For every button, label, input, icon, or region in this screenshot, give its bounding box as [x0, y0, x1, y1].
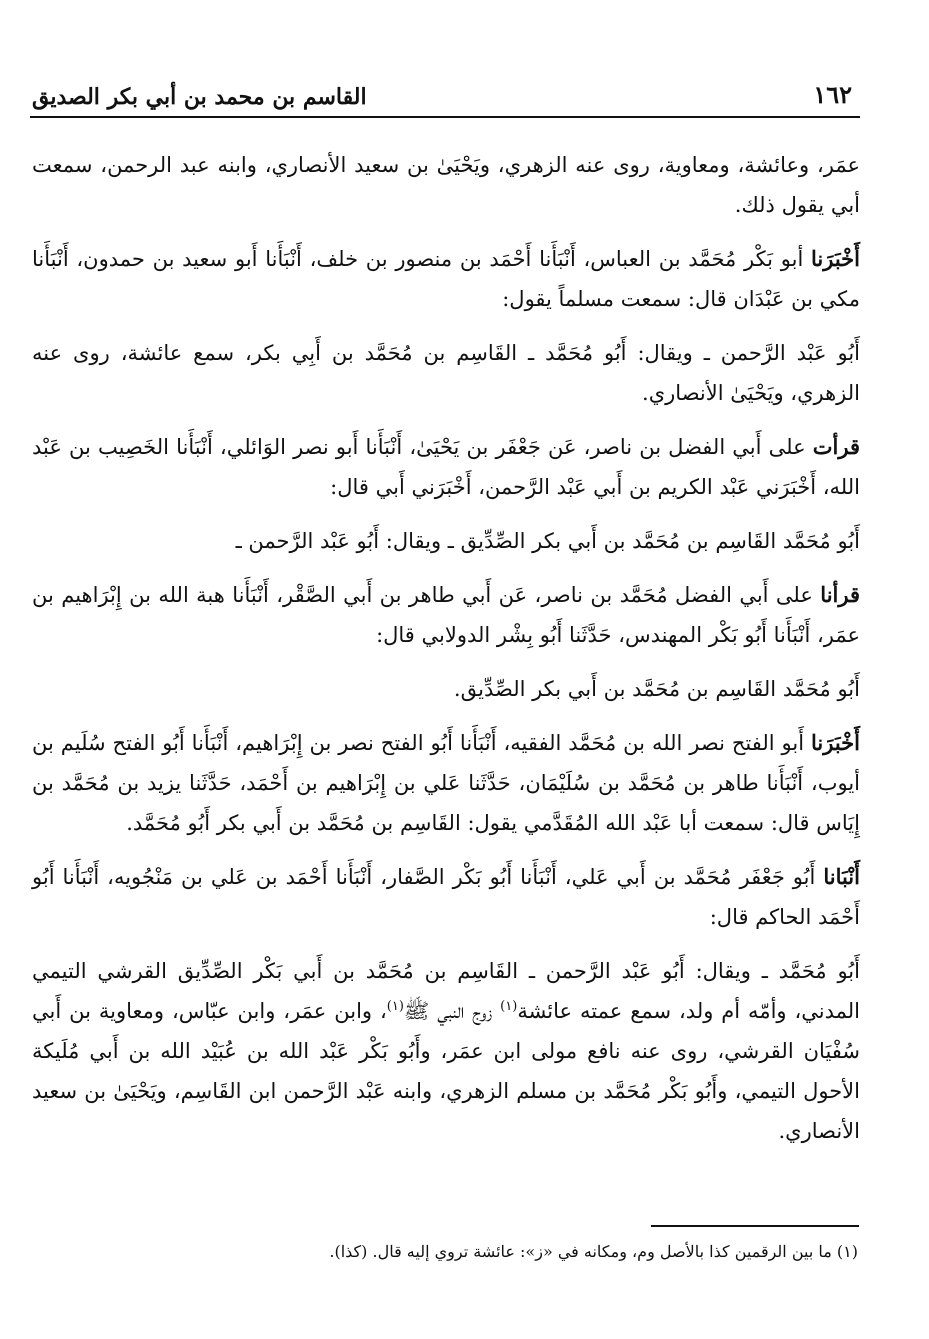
paragraph-lead: أَخْبَرَنا — [811, 246, 860, 271]
paragraph — [32, 239, 860, 319]
page-header — [30, 80, 860, 118]
paragraph — [32, 521, 860, 561]
paragraph-text: على أَبي الفضل بن ناصر، عَن جَعْفَر بن يَحْيَىٰ، أَنْبَأَنا أَبو نصر الوَائلي، أَنْبَأَنا الخَصِيب بن عَبْد الله، أَخْبَرَني عَبْد الكريم بن أَبي عَبْد الرَّحمن، أَخْبَرَني أَبي قال: — [32, 435, 860, 499]
paragraph-lead: أَخْبَرَنا — [811, 730, 860, 755]
paragraph — [32, 857, 860, 937]
page-number: ١٦٢ — [813, 80, 852, 109]
paragraph — [32, 145, 860, 225]
footnote-marker: (١) — [386, 999, 404, 1014]
paragraph-text: أَبُو مُحَمَّد ـ ويقال: أَبُو عَبْد الرَّحمن ـ القَاسِم بن مُحَمَّد بن أَبي بَكْر الصِّدِّيق القرشي التيمي المدني، وأمّه أم ولد، سمع عمته عائشة — [32, 959, 860, 1023]
paragraph-text: ، وابن عمَر، وابن عبّاس، ومعاوية بن أَبي سُفْيَان القرشي، روى عنه نافع مولى ابن عمَر، وأَبُو بَكْر عَبْد الله بن عُبَيْد الله بن أَبي مُلَيكة الأحول التيمي، وأَبُو بَكْر مُحَمَّد بن مسلم الزهري، وابنه عَبْد الرَّحمن ابن القَاسِم، ويَحْيَىٰ بن سعيد الأنصاري. — [32, 999, 860, 1143]
paragraph — [32, 333, 860, 413]
body-text — [32, 145, 860, 1165]
paragraph-text: أَبو الفتح نصر الله بن مُحَمَّد الفقيه، أَنْبَأَنا أَبُو الفتح نصر بن إِبْرَاهيم، أَنْبَأَنا أَبُو الفتح سُلَيم بن أيوب، أَنْبَأَنا طاهر بن مُحَمَّد بن سُلَيْمَان، حَدَّثَنا عَلي بن إِبْرَاهيم بن أَحْمَد، حَدَّثَنا يزيد بن مُحَمَّد بن إِيَاس قال: سمعت أبا عَبْد الله المُقَدَّمي يقول: القَاسِم بن مُحَمَّد بن أَبي بكر أَبُو مُحَمَّد. — [32, 731, 860, 835]
paragraph-text: زوج النبي ﷺ — [403, 999, 501, 1023]
paragraph-lead: أَنْبَانا — [823, 864, 860, 889]
running-title: القاسم بن محمد بن أبي بكر الصديق — [32, 84, 367, 110]
paragraph-lead: قرأنا — [820, 582, 860, 607]
footnote-divider — [651, 1225, 859, 1227]
paragraph-text: على أَبي الفضل مُحَمَّد بن ناصر، عَن أَبي طاهر بن أَبي الصَّقْر، أَنْبَأَنا هبة الله بن إِبْرَاهيم بن عمَر، أَنْبَأَنا أَبُو بَكْر المهندس، حَدَّثَنا أَبُو بِشْر الدولابي قال: — [32, 583, 860, 647]
paragraph-text: أَبُو جَعْفَر مُحَمَّد بن أَبي عَلي، أَنْبَأَنا أَبُو بَكْر الصَّفار، أَنْبَأَنا أَحْمَد بن عَلي بن مَنْجُويه، أَنْبَأَنا أَبُو أَحْمَد الحاكم قال: — [32, 865, 860, 929]
footnote-marker: (١) — [500, 999, 518, 1014]
paragraph-text: أَبُو مُحَمَّد القَاسِم بن مُحَمَّد بن أَبي بكر الصِّدِّيق ـ ويقال: أَبُو عَبْد الرَّحمن ـ — [235, 529, 860, 553]
paragraph — [32, 575, 860, 655]
paragraph — [32, 427, 860, 507]
paragraph-text: أَبُو مُحَمَّد القَاسِم بن مُحَمَّد بن أَبي بكر الصِّدِّيق. — [453, 677, 860, 701]
paragraph-text: أَبُو عَبْد الرَّحمن ـ ويقال: أَبُو مُحَمَّد ـ القَاسِم بن مُحَمَّد بن أَبِي بكر، سمع عائشة، روى عنه الزهري، ويَحْيَىٰ الأنصاري. — [32, 341, 860, 405]
paragraph — [32, 669, 860, 709]
paragraph — [32, 723, 860, 843]
paragraph-lead: قرأت — [812, 434, 860, 459]
paragraph-text: عمَر، وعائشة، ومعاوية، روى عنه الزهري، ويَحْيَىٰ بن سعيد الأنصاري، وابنه عبد الرحمن، سمعت أبي يقول ذلك. — [32, 153, 860, 217]
paragraph — [32, 951, 860, 1151]
paragraph-text: أبو بَكْر مُحَمَّد بن العباس، أَنْبَأَنا أَحْمَد بن منصور بن خلف، أَنْبَأَنا أَبو سعيد بن حمدون، أَنْبَأَنا مكي بن عَبْدَان قال: سمعت مسلماً يقول: — [32, 247, 860, 311]
footnote: (١) ما بين الرقمين كذا بالأصل وم، ومكانه في «ز»: عائشة تروي إليه قال. (كذا). — [329, 1242, 858, 1261]
